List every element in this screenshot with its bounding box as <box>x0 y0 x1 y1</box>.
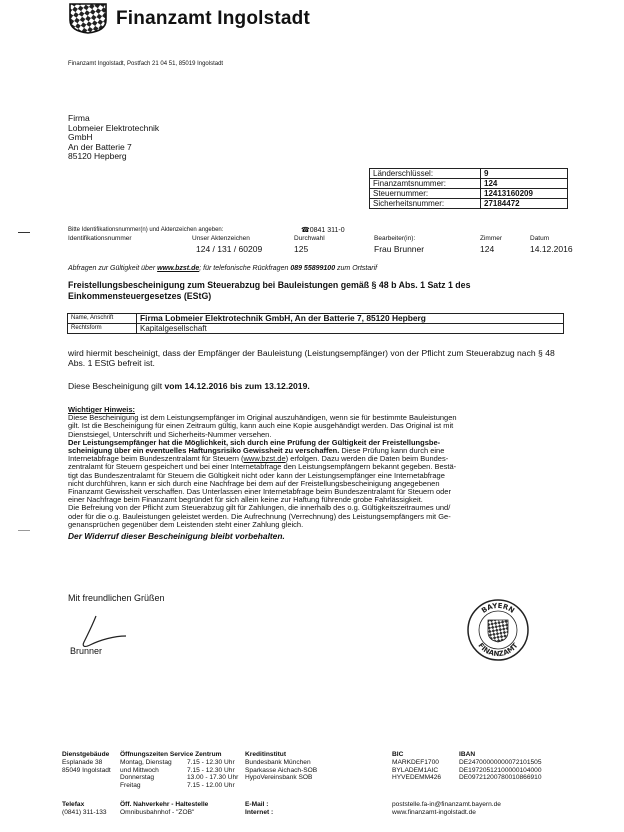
address-line: Lobmeier Elektrotechnik <box>68 122 160 133</box>
id-label: Identifikationsnummer <box>68 235 132 242</box>
table-row <box>68 314 564 324</box>
abfragen-line: Abfragen zur Gültigkeit über www.bzst.de; für telefonische Rückfragen 089 55899100 zum Ortstarif <box>68 265 378 272</box>
notice-line: genansprüchen gegenüber dem Leistenden steht einer Zahlung gleich. <box>68 519 304 529</box>
notice-line: scheinigung über ein eventuelles Haftungsrisiko Gewissheit zu verschaffen. Diese Prüfung kann durch eine <box>68 446 445 456</box>
notice-line: tigt das Bundeszentralamt für Steuern die Gültigkeit nicht oder kann der Leistungsempfänger eine Internetabfrage <box>68 470 445 480</box>
address-line: 85120 Hepberg <box>68 151 127 162</box>
svg-text:BAYERN <box>480 602 516 615</box>
footer <box>62 751 582 821</box>
important-notice <box>68 406 568 542</box>
key-value: 124 <box>481 179 568 189</box>
notice-line: nicht durchführen, kann er sich durch eine Nachfrage bei dem auf der Freistellungsbescheinigung angegebenen <box>68 478 440 488</box>
firm-table <box>67 313 564 334</box>
bearbeiter-value: Frau Brunner <box>374 244 425 254</box>
notice-line: Dienstsiegel, Unterschrift und Sicherheits-Nummer versehen. <box>68 429 272 439</box>
phone-number: ☎0841 311-0 <box>301 227 345 234</box>
sender-line: Finanzamt Ingolstadt, Postfach 21 04 51, 85019 Ingolstadt <box>68 61 224 67</box>
firm-form-label: Rechtsform <box>68 324 137 334</box>
footer-oeffnungszeiten: Öffnungszeiten Service Zentrum Montag, Dienstag und Mittwoch Donnerstag Freitag <box>120 751 222 790</box>
zimmer-value: 124 <box>480 244 495 254</box>
notice-line: Diese Bescheinigung ist dem Leistungsempfänger im Original auszuhändigen, wenn sie für bestimmte Bauleistungen <box>68 413 457 423</box>
official-seal <box>466 598 530 662</box>
key-value: 27184472 <box>481 199 568 209</box>
dw-value: 125 <box>294 244 309 254</box>
reference-block <box>68 227 588 263</box>
footer-bic: BIC MARKDEF1700 BYLADEM1AIC HYVEDEMM426 <box>392 751 442 782</box>
notice-line: Finanzamt Gewissheit verschaffen. Das Unterlassen einer Internetabfrage beim Bundeszentralamt für Steuern oder <box>68 487 451 497</box>
table-row <box>370 199 568 209</box>
footer-times: 7.15 - 12.30 Uhr 7.15 - 12.30 Uhr 13.00 - 17.30 Uhr 7.15 - 12.00 Uhr <box>187 758 239 790</box>
recipient-address <box>68 114 159 162</box>
greeting: Mit freundlichen Grüßen <box>68 593 165 603</box>
firm-name-value: Firma Lobmeier Elektrotechnik GmbH, An der Batterie 7, 85120 Hepberg <box>137 314 564 324</box>
key-label: Finanzamtsnummer: <box>370 179 481 189</box>
footer-iban: IBAN DE24700000000072101505 DE19720512100000104000 DE09721200780010866910 <box>459 751 542 782</box>
table-row <box>370 169 568 179</box>
bzst-link[interactable]: www.bzst.de <box>243 454 286 464</box>
dw-label: Durchwahl <box>294 235 325 242</box>
az-value: 124 / 131 / 60209 <box>196 244 263 254</box>
key-label: Sicherheitsnummer: <box>370 199 481 209</box>
office-title: Finanzamt Ingolstadt <box>116 8 310 29</box>
table-row <box>370 179 568 189</box>
firm-form-value: Kapitalgesellschaft <box>137 324 564 334</box>
tax-key-table <box>369 168 568 209</box>
notice-line: oder für die o.g. Bauleistungen geleistet werden. Die Aufrechnung (Verrechnung) des Leistungsempfängers mit Ge- <box>68 511 451 521</box>
bearbeiter-label: Bearbeiter(in): <box>374 235 416 242</box>
exemption-statement: wird hiermit bescheinigt, dass der Empfänger der Bauleistung (Leistungsempfänger) von der Pflicht zum Steuerabzug nach § 48 Abs. 1 EStG befreit ist. <box>68 348 555 369</box>
notice-line: zentralamt für Steuern gespeichert und bei einer Internetabfrage den Leistungsempfängern bekannt gegeben. Bestä- <box>68 462 457 472</box>
key-value: 12413160209 <box>481 189 568 199</box>
address-line: Firma <box>68 113 90 123</box>
footer-telefax: Telefax (0841) 311-133 <box>62 801 107 816</box>
footer-contact-values <box>392 801 501 817</box>
notice-bold-line: Der Leistungsempfänger hat die Möglichkeit, sich durch eine Prüfung der Gültigkeit der Freistellungsbe- <box>68 437 441 447</box>
footer-dienst: Dienstgebäude Esplanade 38 85049 Ingolstadt <box>62 751 111 774</box>
certificate-heading: Freistellungsbescheinigung zum Steuerabzug bei Bauleistungen gemäß § 48 b Abs. 1 Satz 1 des Einkommensteuergesetzes (EStG) <box>68 280 471 301</box>
footer-oepnv: Öff. Nahverkehr - Haltestelle Omnibusbahnhof - "ZOB" <box>120 801 209 816</box>
zimmer-label: Zimmer <box>480 235 503 242</box>
footer-contact-labels: E-Mail : Internet : <box>245 801 274 816</box>
notice-line: gilt. Ist die Bescheinigung für einen Zeitraum gültig, kann auch eine Kopie ausgehändigt werden. Das Original ist mit <box>68 421 454 431</box>
key-value: 9 <box>481 169 568 179</box>
bavarian-lozenge-logo <box>68 2 108 34</box>
email-link[interactable]: poststelle.fa-in@finanzamt.bayern.de <box>392 801 501 808</box>
website-link[interactable]: www.finanzamt-ingolstadt.de <box>392 808 476 816</box>
address-line: GmbH <box>68 132 93 143</box>
table-row <box>370 189 568 199</box>
table-row <box>68 324 564 334</box>
signature-name: Brunner <box>70 646 103 656</box>
notice-title: Wichtiger Hinweis: <box>68 405 136 414</box>
datum-value: 14.12.2016 <box>530 244 573 254</box>
notice-line: Internetabfrage beim Bundeszentralamt für Steuern (www.bzst.de) erfolgen. Dazu werden die Daten beim Bundes- <box>68 454 449 464</box>
datum-label: Datum <box>530 235 550 242</box>
key-label: Steuernummer: <box>370 189 481 199</box>
seal-text-bottom: FINANZAMT <box>476 641 520 659</box>
notice-line: Die Befreiung von der Pflicht zum Steuerabzug gilt für Zahlungen, die innerhalb des o.g. Gültigkeitszeitraumes und/ <box>68 503 451 513</box>
reference-hint: Bitte Identifikationsnummer(n) und Aktenzeichen angeben: <box>68 227 224 233</box>
widerruf-line: Der Widerruf dieser Bescheinigung bleibt vorbehalten. <box>68 531 285 542</box>
phone-icon: ☎ <box>301 227 310 234</box>
seal-text-top: BAYERN <box>480 601 516 615</box>
az-label: Unser Aktenzeichen <box>192 235 250 242</box>
notice-line: einer Nachfrage beim Finanzamt begründet für sich allein keine zur Haftung führende grobe Fahrlässigkeit. <box>68 495 423 505</box>
key-label: Länderschlüssel: <box>370 169 481 179</box>
footer-banks: Kreditinstitut Bundesbank München Sparkasse Aichach-SOB HypoVereinsbank SOB <box>245 751 318 782</box>
firm-name-label: Name, Anschrift <box>68 314 137 324</box>
fold-mark <box>18 530 30 531</box>
fold-mark <box>18 232 30 233</box>
address-line: An der Batterie 7 <box>68 141 132 152</box>
validity-line: Diese Bescheinigung gilt vom 14.12.2016 bis zum 13.12.2019. <box>68 381 310 391</box>
bzst-link[interactable]: www.bzst.de <box>157 265 200 272</box>
